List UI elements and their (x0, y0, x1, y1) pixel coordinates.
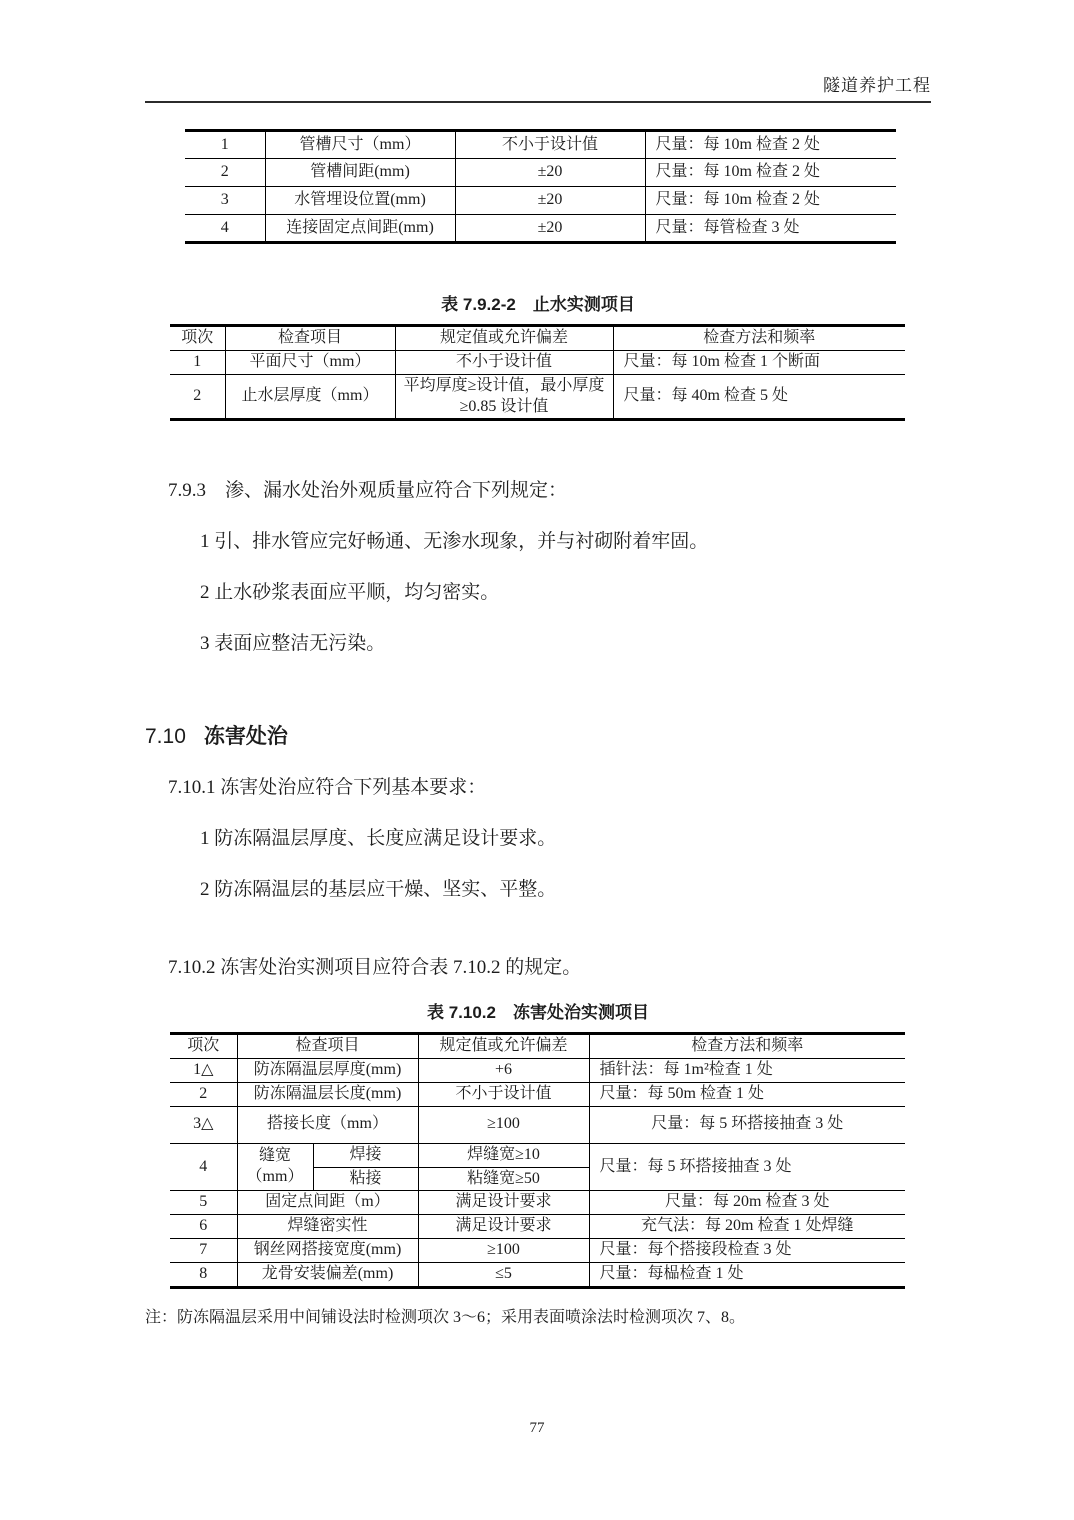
table-cell: 不小于设计值 (455, 131, 645, 159)
table-cell: 水管埋设位置(mm) (265, 187, 455, 215)
table-header-cell: 检查方法和频率 (613, 326, 905, 351)
table-cell: 2 (170, 1082, 237, 1106)
table-cell: 满足设计要求 (418, 1215, 589, 1239)
table-cell: ±20 (455, 187, 645, 215)
table-cell: 尺量：每管检查 3 处 (645, 215, 896, 243)
table-row (170, 1191, 905, 1215)
clause-7-10-1-item-2: 2 防冻隔温层的基层应干燥、坚实、平整。 (200, 879, 557, 901)
table-header-cell: 规定值或允许偏差 (395, 326, 613, 351)
table-cell: 粘缝宽≥50 (418, 1167, 589, 1191)
table-cell: 4 (170, 1143, 237, 1191)
table-cell: 尺量：每 10m 检查 2 处 (645, 187, 896, 215)
table-row (170, 1059, 905, 1083)
table-cell: 平均厚度≥设计值，最小厚度≥0.85 设计值 (395, 374, 613, 420)
table-header-cell: 项次 (170, 326, 225, 351)
table-cell: 充气法：每 20m 检查 1 处焊缝 (589, 1215, 905, 1239)
table-cell: ≤5 (418, 1262, 589, 1287)
table-cell: 满足设计要求 (418, 1191, 589, 1215)
table-cell: 粘接 (313, 1167, 418, 1191)
table-cell: 固定点间距（m） (237, 1191, 418, 1215)
table-cell: 管槽间距(mm) (265, 159, 455, 187)
table-cell: 8 (170, 1262, 237, 1287)
table-header-row (170, 1034, 905, 1059)
table-cell: 2 (170, 374, 225, 420)
running-header (145, 0, 931, 103)
table-cell: 管槽尺寸（mm） (265, 131, 455, 159)
table-header-cell: 检查项目 (237, 1034, 418, 1059)
section-number: 7.10 (145, 725, 186, 749)
table-cell: 尺量：每 10m 检查 1 个断面 (613, 350, 905, 374)
table-cell: ≥100 (418, 1106, 589, 1143)
table-title-frost-damage: 表 7.10.2 冻害处治实测项目 (427, 1003, 649, 1023)
table-cell: 平面尺寸（mm） (225, 350, 395, 374)
clause-7-10-2-heading: 7.10.2 冻害处治实测项目应符合表 7.10.2 的规定。 (168, 957, 582, 979)
table-cell: 龙骨安装偏差(mm) (237, 1262, 418, 1287)
table-row (170, 350, 905, 374)
table-header-cell: 检查方法和频率 (589, 1034, 905, 1059)
table-cell: 防冻隔温层厚度(mm) (237, 1059, 418, 1083)
table-cell: 缝宽（mm） (237, 1143, 313, 1191)
table-cell: 尺量：每 10m 检查 2 处 (645, 131, 896, 159)
table-cell: 尺量：每 10m 检查 2 处 (645, 159, 896, 187)
table-cell: 插针法：每 1m²检查 1 处 (589, 1059, 905, 1083)
table-cell: 1 (185, 131, 265, 159)
table-cell: 5 (170, 1191, 237, 1215)
table-header-cell: 检查项目 (225, 326, 395, 351)
table-cell: 2 (185, 159, 265, 187)
page-number: 77 (529, 1420, 545, 1436)
clause-7-9-3-heading: 7.9.3 渗、漏水处治外观质量应符合下列规定： (168, 480, 568, 502)
table-cell: 尺量：每 5 环搭接抽查 3 处 (589, 1143, 905, 1191)
table-cell: 焊接 (313, 1143, 418, 1167)
table-cell: 4 (185, 215, 265, 243)
table-cell: 尺量：每榀检查 1 处 (589, 1262, 905, 1287)
table-cell: ≥100 (418, 1238, 589, 1262)
table-pipe-trench-continuation (185, 129, 896, 244)
table-cell: 防冻隔温层长度(mm) (237, 1082, 418, 1106)
table-header-cell: 项次 (170, 1034, 237, 1059)
table-water-stop (170, 324, 905, 421)
table-cell: 不小于设计值 (418, 1082, 589, 1106)
table-cell: 3 (185, 187, 265, 215)
table-cell: ±20 (455, 159, 645, 187)
clause-7-9-3-item-1: 1 引、排水管应完好畅通、无渗水现象，并与衬砌附着牢固。 (200, 531, 709, 553)
table-cell: 尺量：每个搭接段检查 3 处 (589, 1238, 905, 1262)
table-cell: 1△ (170, 1059, 237, 1083)
table-cell: 焊缝密实性 (237, 1215, 418, 1239)
table-row (170, 1106, 905, 1143)
table-cell: 尺量：每 50m 检查 1 处 (589, 1082, 905, 1106)
clause-7-9-3-item-3: 3 表面应整洁无污染。 (200, 633, 386, 655)
table-cell: 3△ (170, 1106, 237, 1143)
table-cell: 连接固定点间距(mm) (265, 215, 455, 243)
table-cell: 搭接长度（mm） (237, 1106, 418, 1143)
table-footnote: 注：防冻隔温层采用中间铺设法时检测项次 3～6；采用表面喷涂法时检测项次 7、8。 (145, 1308, 746, 1326)
table-cell: 不小于设计值 (395, 350, 613, 374)
clause-7-9-3-item-2: 2 止水砂浆表面应平顺，均匀密实。 (200, 582, 500, 604)
section-7-10-heading (145, 722, 931, 752)
table-row (170, 1238, 905, 1262)
table-cell: 尺量：每 20m 检查 3 处 (589, 1191, 905, 1215)
clause-7-10-1-item-1: 1 防冻隔温层厚度、长度应满足设计要求。 (200, 828, 557, 850)
table-row (170, 1143, 905, 1167)
table-cell: 7 (170, 1238, 237, 1262)
page-content (145, 0, 931, 1330)
section-title: 冻害处治 (203, 725, 288, 749)
clause-7-10-1-heading: 7.10.1 冻害处治应符合下列基本要求： (168, 777, 487, 799)
table-row (170, 374, 905, 420)
table-cell: +6 (418, 1059, 589, 1083)
table-cell: 1 (170, 350, 225, 374)
running-header-title: 隧道养护工程 (823, 76, 931, 95)
table-cell: 尺量：每 5 环搭接抽查 3 处 (589, 1106, 905, 1143)
table-header-row (170, 326, 905, 351)
table-cell: 钢丝网搭接宽度(mm) (237, 1238, 418, 1262)
table-row (185, 215, 896, 243)
table-row (185, 131, 896, 159)
table-frost-damage (170, 1032, 905, 1288)
table-row (170, 1082, 905, 1106)
table-row (185, 187, 896, 215)
table-cell: 尺量：每 40m 检查 5 处 (613, 374, 905, 420)
table-cell: 焊缝宽≥10 (418, 1143, 589, 1167)
table-row (185, 159, 896, 187)
table-header-cell: 规定值或允许偏差 (418, 1034, 589, 1059)
table-title-water-stop: 表 7.9.2-2 止水实测项目 (441, 295, 635, 314)
table-cell: 止水层厚度（mm） (225, 374, 395, 420)
table-cell: ±20 (455, 215, 645, 243)
table-cell: 6 (170, 1215, 237, 1239)
table-row (170, 1215, 905, 1239)
table-row (170, 1262, 905, 1287)
